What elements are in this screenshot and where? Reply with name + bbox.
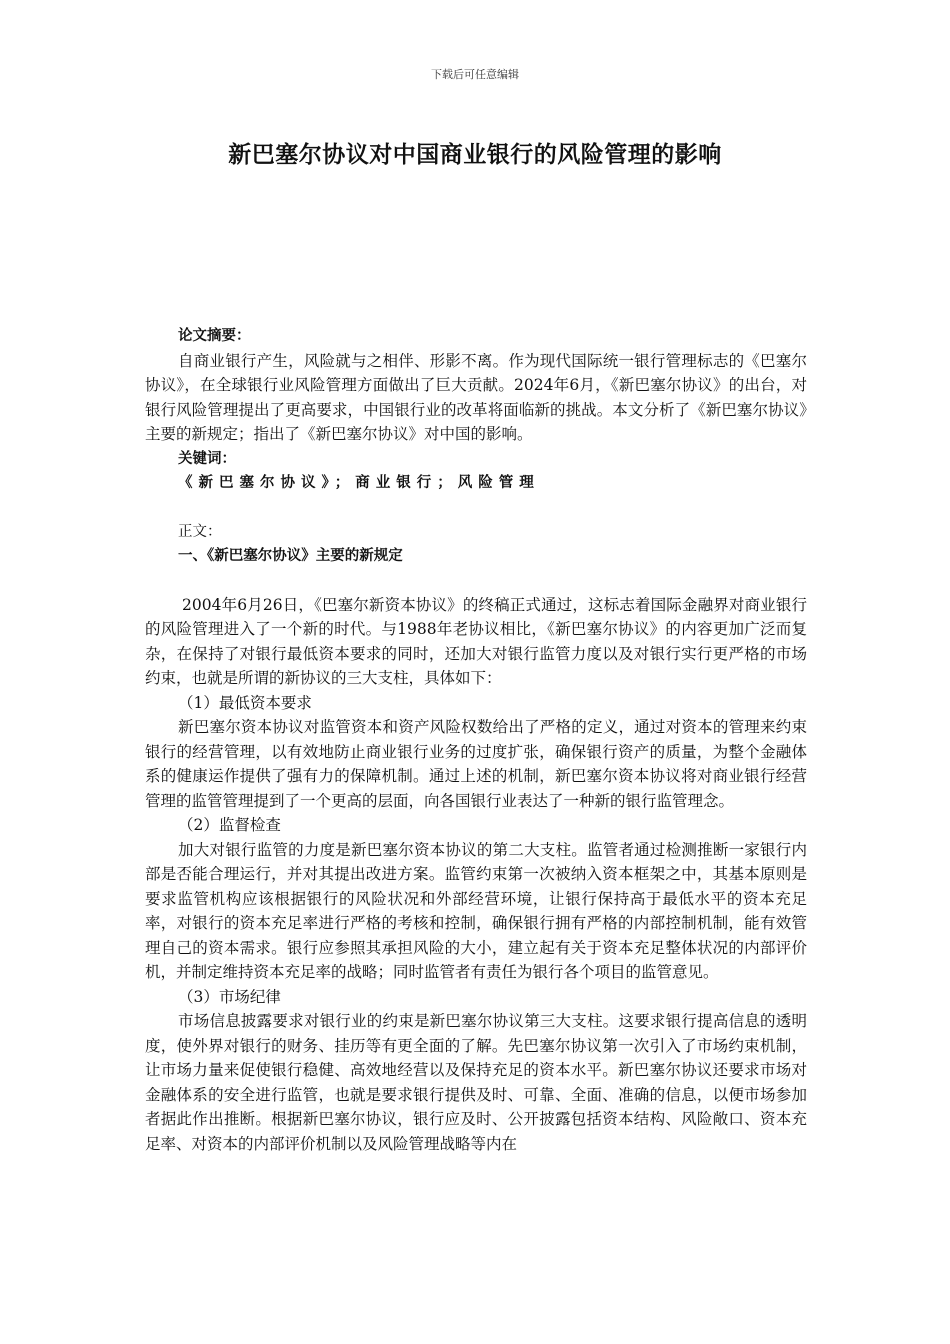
keywords-label: 关键词： (178, 450, 236, 467)
page-header-note: 下载后可任意编辑 (431, 68, 519, 81)
section-intro-paragraph: 2004年6月26日，《巴塞尔新资本协议》的终稿正式通过，这标志着国际金融界对商业银行的风险管理进入了一个新的时代。与1988年老协议相比，《新巴塞尔协议》的内容更加广泛而复杂，在保持了对银行最低资本要求的同时，还加大对银行监管力度以及对银行实行更严格的市场约束，也就是所谓的新协议的三大支柱，具体如下： (145, 595, 807, 687)
pillar2-heading: （2）监督检查 (178, 816, 281, 834)
abstract-label: 论文摘要： (178, 328, 251, 344)
pillar1-paragraph: 新巴塞尔资本协议对监管资本和资产风险权数给出了严格的定义，通过对资本的管理来约束银行的经营管理，以有效地防止商业银行业务的过度扩张，确保银行资产的质量，为整个金融体系的健康运作提供了强有力的保障机制。通过上述的机制，新巴塞尔资本协议将对商业银行经营管理的监管管理提到了一个更高的层面，向各国银行业表达了一种新的银行监管理念。 (145, 718, 807, 810)
pillar1-heading: （1）最低资本要求 (178, 693, 312, 712)
document-title: 新巴塞尔协议对中国商业银行的风险管理的影响 (228, 142, 722, 168)
section-heading: 一、《新巴塞尔协议》主要的新规定 (178, 548, 403, 564)
spacer (145, 569, 807, 593)
pillar2-paragraph: 加大对银行监管的力度是新巴塞尔资本协议的第二大支柱。监管者通过检测推断一家银行内部是否能合理运行，并对其提出改进方案。监管约束第一次被纳入资本框架之中，其基本原则是要求监管机构应该根据银行的风险状况和外部经营环境，让银行保持高于最低水平的资本充足率，对银行的资本充足率进行严格的考核和控制，确保银行拥有严格的内部控制机制，能有效管理自己的资本需求。银行应参照其承担风险的大小，建立起有关于资本充足整体状况的内部评价机，并制定维持资本充足率的战略；同时监管者有责任为银行各个项目的监管意见。 (145, 840, 807, 981)
pillar3-paragraph: 市场信息披露要求对银行业的约束是新巴塞尔协议第三大支柱。这要求银行提高信息的透明度，使外界对银行的财务、挂历等有更全面的了解。先巴塞尔协议第一次引入了市场约束机制，让市场力量来促使银行稳健、高效地经营以及保持充足的资本水平。新巴塞尔协议还要求市场对金融体系的安全进行监管，也就是要求银行提供及时、可靠、全面、准确的信息，以便市场参加者据此作出推断。根据新巴塞尔协议，银行应及时、公开披露包括资本结构、风险敞口、资本充足率、对资本的内部评价机制以及风险管理战略等内在 (145, 1012, 807, 1153)
body-label: 正文： (178, 523, 222, 540)
abstract-text: 自商业银行产生，风险就与之相伴、形影不离。作为现代国际统一银行管理标志的《巴塞尔协议》，在全球银行业风险管理方面做出了巨大贡献。2024年6月，《新巴塞尔协议》的出台，对银行风险管理提出了更高要求，中国银行业的改革将面临新的挑战。本文分析了《新巴塞尔协议》主要的新规定；指出了《新巴塞尔协议》对中国的影响。 (145, 351, 807, 443)
document-body (145, 324, 807, 1156)
pillar3-heading: （3）市场纪律 (178, 987, 281, 1006)
keywords-text: 《新巴塞尔协议》；商业银行；风险管理 (178, 475, 540, 491)
spacer (145, 496, 807, 520)
